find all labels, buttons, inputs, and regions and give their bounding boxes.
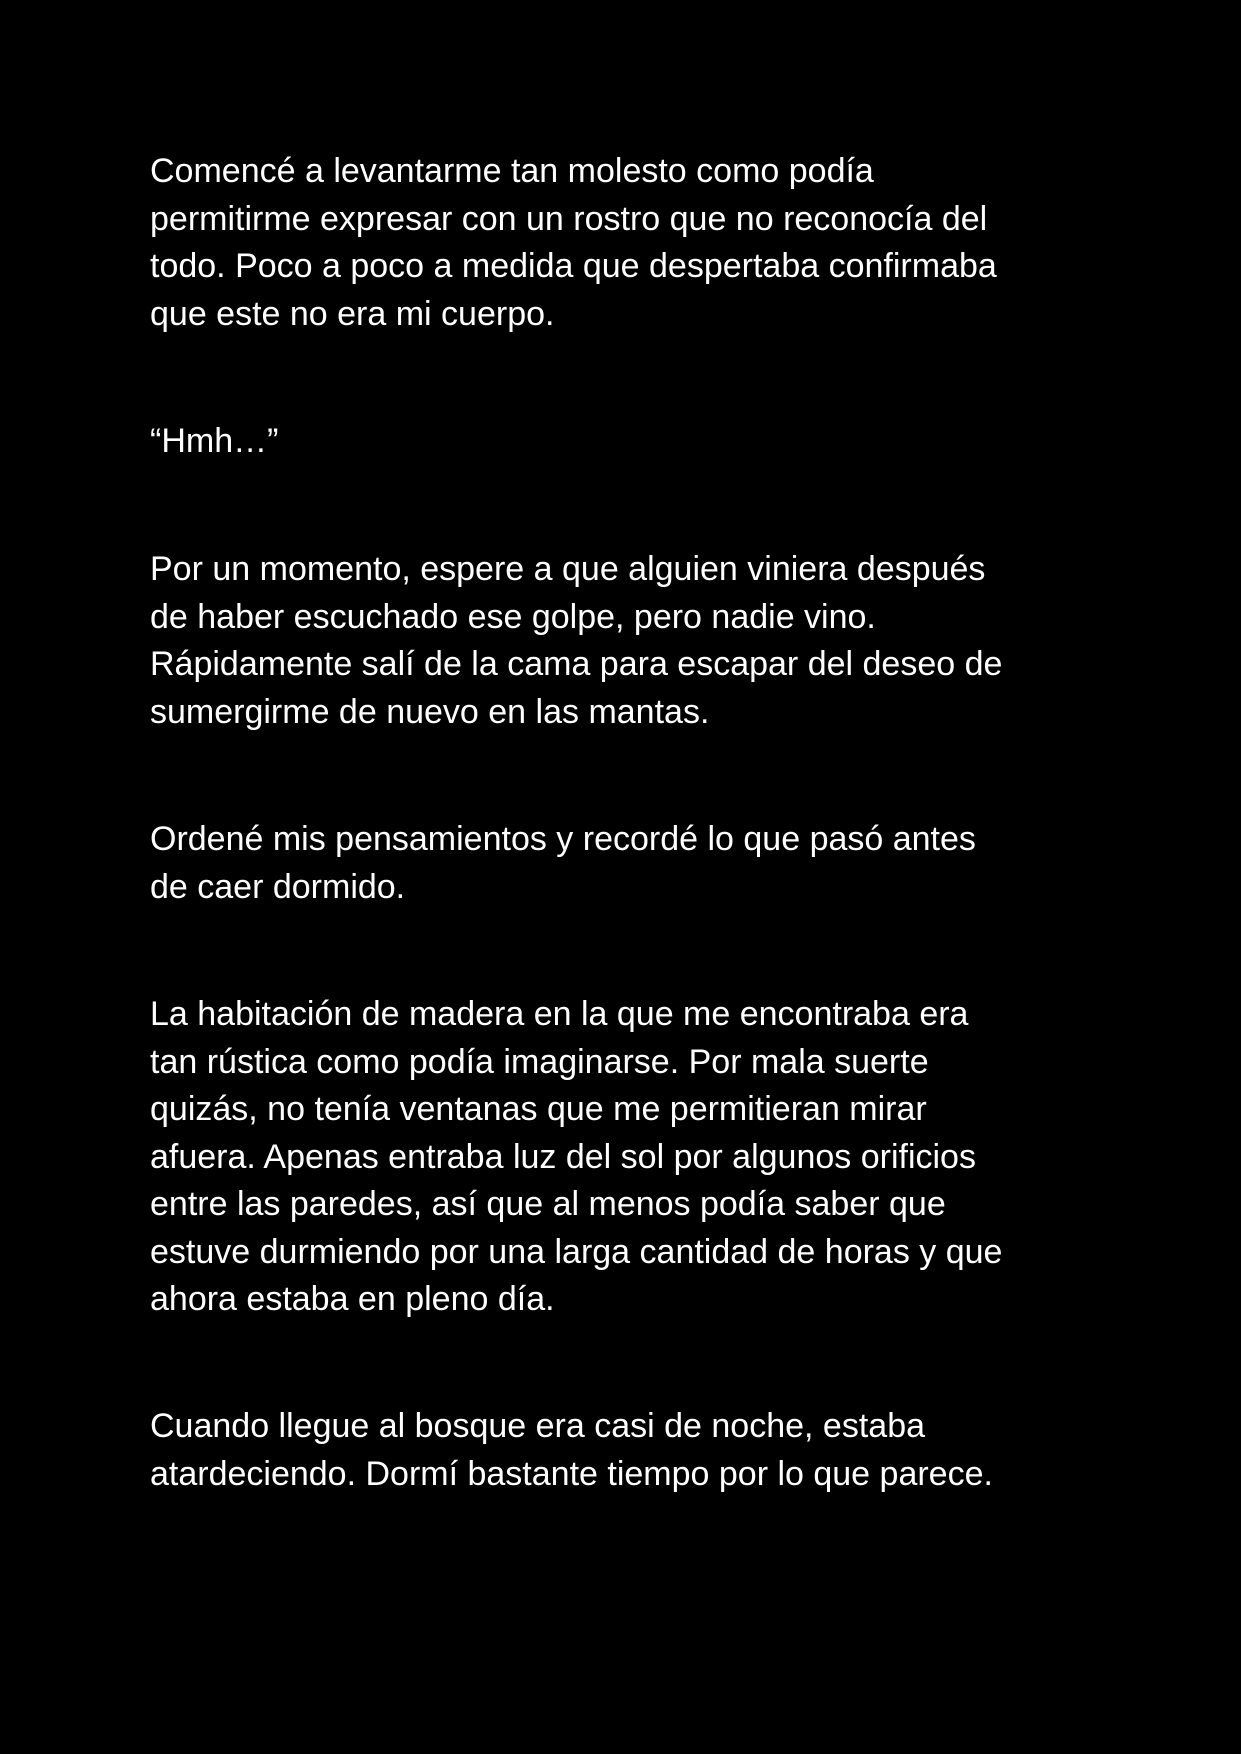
paragraph-line: Rápidamente salí de la cama para escapar del deseo de xyxy=(150,645,1003,683)
paragraph-line: todo. Poco a poco a medida que despertaba confirmaba xyxy=(150,247,997,285)
paragraph-line: entre las paredes, así que al menos podía saber que xyxy=(150,1185,946,1223)
paragraph-line: La habitación de madera en la que me encontraba era xyxy=(150,995,969,1033)
paragraph-4 xyxy=(150,991,1110,1324)
dialogue-line xyxy=(150,418,1110,466)
paragraph-line: Comencé a levantarme tan molesto como podía xyxy=(150,152,874,190)
paragraph-line: de caer dormido. xyxy=(150,867,406,906)
paragraph-2 xyxy=(150,546,1110,736)
paragraph-line: estuve durmiendo por una larga cantidad de horas y que xyxy=(150,1232,1003,1271)
paragraph-line: que este no era mi cuerpo. xyxy=(150,294,555,333)
paragraph-line: Cuando llegue al bosque era casi de noche, estaba xyxy=(150,1407,926,1445)
paragraph-5 xyxy=(150,1403,1110,1498)
paragraph-line: tan rústica como podía imaginarse. Por mala suerte xyxy=(150,1042,929,1081)
paragraph-line: afuera. Apenas entraba luz del sol por algunos orificios xyxy=(150,1137,976,1176)
paragraph-line: “Hmh…” xyxy=(150,422,279,460)
paragraph-line: atardeciendo. Dormí bastante tiempo por lo que parece. xyxy=(150,1454,993,1493)
paragraph-line: ahora estaba en pleno día. xyxy=(150,1280,555,1318)
paragraph-line: sumergirme de nuevo en las mantas. xyxy=(150,692,710,731)
paragraph-line: permitirme expresar con un rostro que no reconocía del xyxy=(150,199,988,238)
paragraph-3 xyxy=(150,816,1110,911)
paragraph-line: Por un momento, espere a que alguien viniera después xyxy=(150,550,986,588)
paragraph-line: quizás, no tenía ventanas que me permitieran mirar xyxy=(150,1090,927,1128)
paragraph-line: Ordené mis pensamientos y recordé lo que pasó antes xyxy=(150,820,976,858)
paragraph-1 xyxy=(150,148,1110,338)
paragraph-line: de haber escuchado ese golpe, pero nadie vino. xyxy=(150,597,876,636)
